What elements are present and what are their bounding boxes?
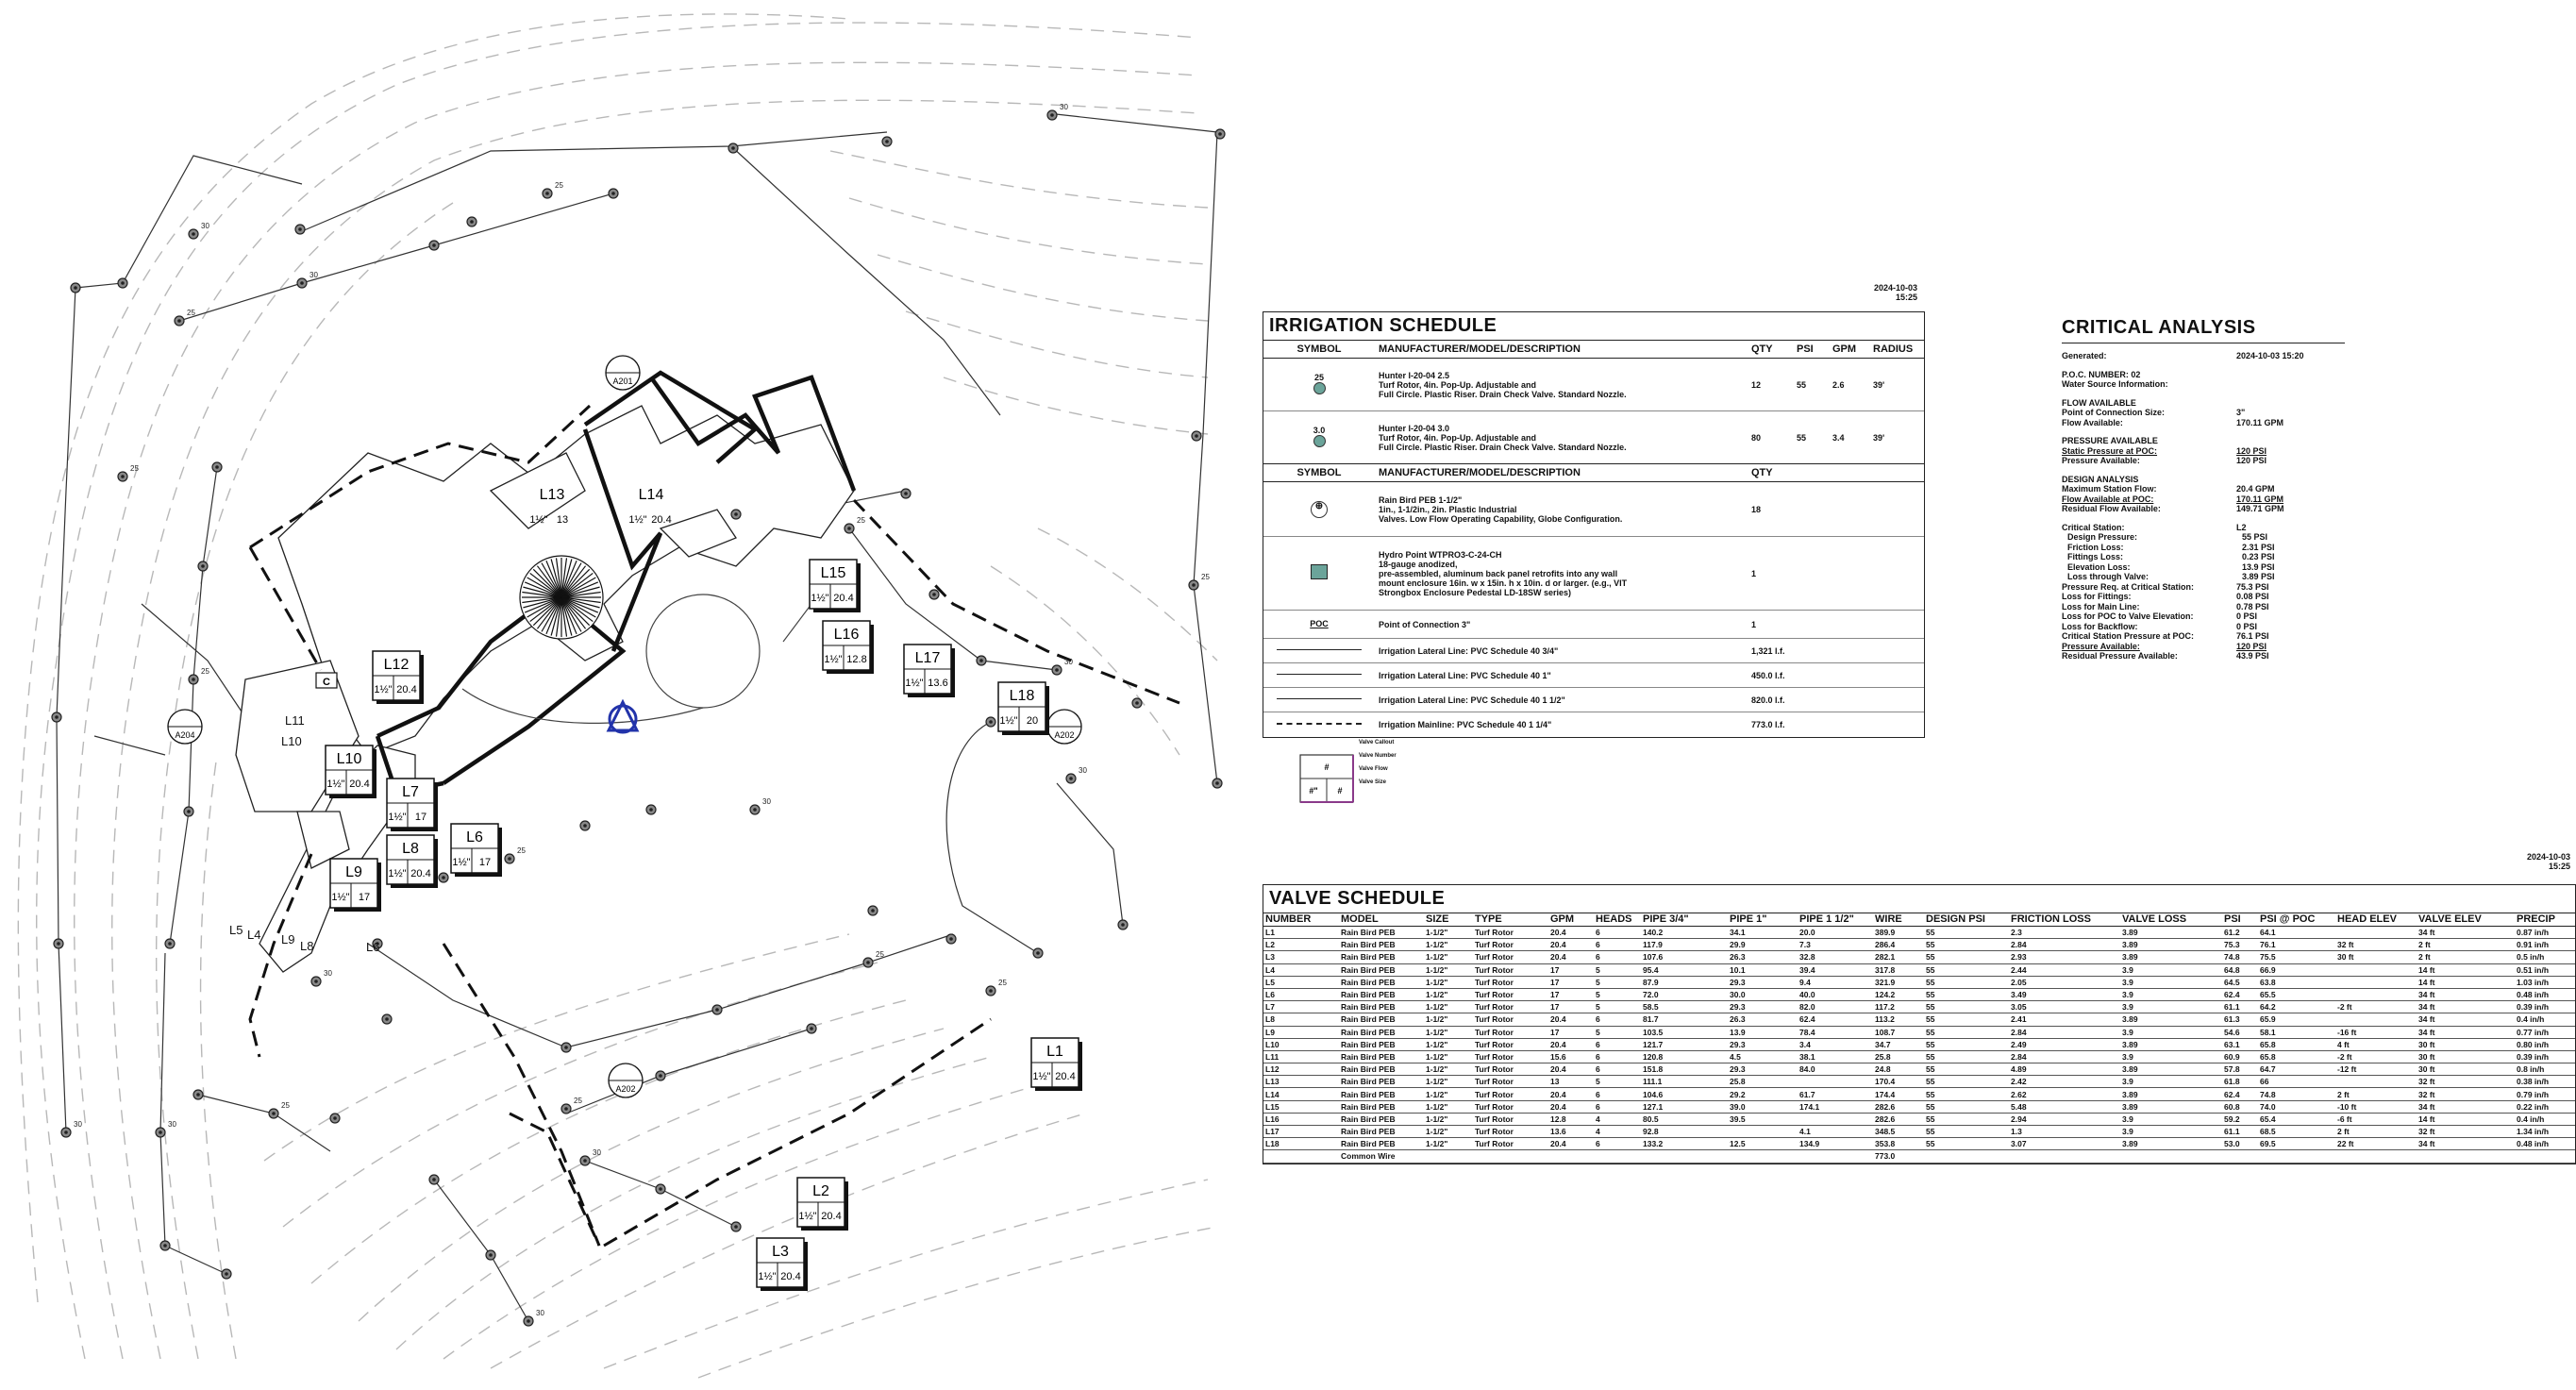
valve-flow: 20.4 [780, 1271, 801, 1282]
valve-number: L12 [383, 657, 410, 673]
head-label: 25 [281, 1101, 290, 1110]
valve-row: L5 Rain Bird PEB 1-1/2" Turf Rotor 17 5 87.9 29.3 9.4 321.9 55 2.05 3.9 64.5 63.8 14 ft 1.03 in/h [1263, 976, 2575, 988]
sprinkler-head-icon [189, 675, 198, 684]
legend-label: Valve Size [1359, 779, 1387, 785]
analysis-row: Loss through Valve: 3.89 PSI [2067, 572, 2275, 581]
sprinkler-head-icon [222, 1269, 231, 1279]
valve-number: L15 [820, 565, 846, 581]
callout-label: A202 [615, 1084, 636, 1094]
sprinkler-head-icon [561, 1043, 571, 1052]
valve-size: 1½" [374, 684, 393, 695]
valve-label: L5 [229, 923, 243, 937]
item-description: Irrigation Lateral Line: PVC Schedule 40 1 1/2" [1375, 688, 1748, 712]
head-label: 30 [1064, 658, 1073, 666]
irrigation-item-row [1263, 712, 1924, 737]
analysis-row: Elevation Loss: 13.9 PSI [2067, 561, 2275, 572]
analysis-row: Friction Loss: 2.31 PSI [2067, 542, 2275, 552]
valve-col-header: MODEL [1339, 913, 1424, 927]
head-label: 25 [1201, 573, 1210, 581]
valve-tag-l15 [810, 560, 861, 612]
head-label: 25 [998, 979, 1007, 987]
section-callout [1047, 710, 1081, 744]
valve-schedule [1263, 884, 2576, 1164]
valve-tag-l1 [1031, 1038, 1082, 1091]
analysis-row: Pressure Available: 120 PSI [2062, 641, 2267, 651]
sprinkler-head-icon [731, 1222, 741, 1231]
critical-analysis-title: CRITICAL ANALYSIS [2062, 317, 2345, 343]
valve-size: 1½" [999, 715, 1018, 727]
critical-analysis [2062, 317, 2345, 662]
analysis-row: Critical Station Pressure at POC: 76.1 PSI [2062, 631, 2269, 641]
analysis-row: Loss for POC to Valve Elevation: 0 PSI [2062, 611, 2258, 621]
sprinkler-head-icon [54, 939, 63, 948]
item-qty: 1,321 l.f. [1748, 639, 1793, 663]
valve-label: L11 [285, 713, 305, 728]
item-description: Irrigation Mainline: PVC Schedule 40 1 1/4" [1375, 712, 1748, 737]
lateral-line-icon [1277, 674, 1362, 675]
sprinkler-head-icon [198, 561, 208, 571]
valve-col-header: PIPE 1" [1728, 913, 1798, 927]
col-description: MANUFACTURER/MODEL/DESCRIPTION [1375, 341, 1748, 359]
valve-row: L17 Rain Bird PEB 1-1/2" Turf Rotor 13.6 4 92.8 4.1 348.5 55 1.3 3.9 61.1 68.5 2 ft 32 ft 1.34 in/h [1263, 1126, 2575, 1138]
analysis-row: Residual Pressure Available: 43.9 PSI [2062, 651, 2269, 661]
valve-size: 1½" [824, 654, 843, 665]
sprinkler-head-icon [175, 316, 184, 326]
head-label: 25 [857, 516, 865, 525]
valve-row: L10 Rain Bird PEB 1-1/2" Turf Rotor 20.4 6 121.7 29.3 3.4 34.7 55 2.49 3.89 63.1 65.8 4 ft 30 ft 0.80 in/h [1263, 1038, 2575, 1050]
sprinkler-head-icon [901, 489, 911, 498]
valve-number: L1 [1046, 1044, 1063, 1060]
valve-col-header: VALVE LOSS [2120, 913, 2222, 927]
legend-flow: # [1337, 786, 1343, 795]
stamp-date: 2024-10-03 [1873, 283, 1917, 293]
head-label: 30 [1060, 103, 1068, 111]
irrigation-item-row [1263, 663, 1924, 688]
head-label: 25 [201, 667, 209, 676]
irrigation-item-row [1263, 537, 1924, 611]
head-label: 30 [762, 797, 771, 806]
valve-row: L11 Rain Bird PEB 1-1/2" Turf Rotor 15.6 6 120.8 4.5 38.1 25.8 55 2.84 3.9 60.9 65.8 -2 ft 30 ft 0.39 in/h [1263, 1050, 2575, 1063]
sprinkler-head-icon [1047, 110, 1057, 120]
valve-col-header: PIPE 3/4" [1641, 913, 1728, 927]
item-description: Rain Bird PEB 1-1/2" 1in., 1-1/2in., 2in. Plastic Industrial Valves. Low Flow Operating Capability, Globe Configuration. [1375, 482, 1748, 537]
valve-col-header: PIPE 1 1/2" [1798, 913, 1873, 927]
head-label: 30 [201, 222, 209, 230]
sprinkler-head-icon [71, 283, 80, 293]
valve-row: L6 Rain Bird PEB 1-1/2" Turf Rotor 17 5 72.0 30.0 40.0 124.2 55 3.49 3.9 62.4 65.5 34 ft 0.48 in/h [1263, 988, 2575, 1000]
irrigation-item-row [1263, 639, 1924, 663]
valve-schedule-title: VALVE SCHEDULE [1263, 885, 2575, 913]
valve-size: 1½" [529, 514, 548, 526]
sprinkler-head-icon [580, 1156, 590, 1165]
analysis-row: Water Source Information: [2062, 379, 2168, 389]
analysis-row: Flow Available at POC: 170.11 GPM [2062, 494, 2284, 504]
controller-icon [1311, 564, 1328, 579]
valve-row: L12 Rain Bird PEB 1-1/2" Turf Rotor 20.4 6 151.8 29.3 84.0 24.8 55 4.89 3.89 57.8 64.7 -12 ft 30 ft 0.8 in/h [1263, 1063, 2575, 1076]
irrigation-schedule-title: IRRIGATION SCHEDULE [1263, 312, 1924, 341]
valve-row: L15 Rain Bird PEB 1-1/2" Turf Rotor 20.4 6 127.1 39.0 174.1 282.6 55 5.48 3.89 60.8 74.0 -10 ft 34 ft 0.22 in/h [1263, 1100, 2575, 1113]
sprinkler-head-icon [330, 1114, 340, 1123]
valve-col-header: PRECIP [2515, 913, 2575, 927]
stamp-time: 15:25 [2548, 862, 2570, 871]
sprinkler-head-icon [189, 229, 198, 239]
section-callout [168, 710, 202, 744]
valve-tag-l17 [904, 645, 955, 697]
valve-col-header: HEADS [1594, 913, 1641, 927]
sprinkler-head-icon [1189, 580, 1198, 590]
irrigation-site-plan [0, 0, 1236, 1390]
valve-flow: 17 [358, 892, 371, 903]
analysis-row: Loss for Main Line: 0.78 PSI [2062, 601, 2269, 611]
head-description: Hunter I-20-04 3.0 Turf Rotor, 4in. Pop-Up. Adjustable and Full Circle. Plastic Riser. Drain Check Valve. Standard Nozzle. [1375, 411, 1748, 464]
valve-flow: 20.4 [396, 684, 417, 695]
valve-label: L8 [300, 939, 314, 953]
valve-flow: 17 [478, 857, 492, 868]
valve-size: 1½" [388, 868, 407, 879]
sprinkler-head-icon [311, 977, 321, 986]
head-label: 30 [74, 1120, 82, 1129]
sprinkler-head-icon [295, 225, 305, 234]
valve-flow: 12.8 [846, 654, 867, 665]
valve-size: 1½" [452, 857, 471, 868]
sprinkler-head-icon [882, 137, 892, 146]
sprinkler-head-icon [646, 805, 656, 814]
mainline-icon [1277, 723, 1362, 725]
valve-row: L2 Rain Bird PEB 1-1/2" Turf Rotor 20.4 6 117.9 29.9 7.3 286.4 55 2.84 3.89 75.3 76.1 32 ft 2 ft 0.91 in/h [1263, 939, 2575, 951]
valve-number: L13 [539, 487, 565, 503]
valve-label: L10 [281, 734, 302, 748]
sprinkler-head-icon [845, 524, 854, 533]
sprinkler-head-icon [1213, 779, 1222, 788]
analysis-row: Fittings Loss: 0.23 PSI [2067, 552, 2275, 561]
valve-flow: 20.4 [349, 779, 370, 790]
poc-icon: POC [1310, 619, 1329, 628]
sprinkler-head-icon [269, 1109, 278, 1118]
irrigation-item-row [1263, 611, 1924, 639]
sprinkler-head-icon [1192, 431, 1201, 441]
col-psi: PSI [1793, 341, 1829, 359]
sprinkler-head-icon [1052, 665, 1062, 675]
valve-size: 1½" [326, 779, 345, 790]
item-qty: 450.0 l.f. [1748, 663, 1793, 688]
head-label: 25 [555, 181, 563, 190]
head-label: 25 [574, 1097, 582, 1105]
sprinkler-head-icon [543, 189, 552, 198]
callout-label: A204 [175, 730, 195, 740]
sprinkler-head-icon [712, 1005, 722, 1014]
valve-number: L14 [638, 487, 664, 503]
valve-flow: 13.6 [928, 678, 948, 689]
col-symbol: SYMBOL [1263, 341, 1375, 359]
tree-symbol [520, 556, 603, 639]
lateral-line-icon [1277, 649, 1362, 650]
sprinkler-head-icon [1033, 948, 1043, 958]
item-qty: 1 [1748, 537, 1793, 611]
valve-schedule-table [1263, 913, 2575, 1164]
col-qty: QTY [1748, 341, 1793, 359]
sprinkler-head-icon [156, 1128, 165, 1137]
valve-row: L9 Rain Bird PEB 1-1/2" Turf Rotor 17 5 103.5 13.9 78.4 108.7 55 2.84 3.9 54.6 58.1 -16 ft 34 ft 0.77 in/h [1263, 1026, 2575, 1038]
analysis-row: Point of Connection Size: 3" [2062, 408, 2246, 417]
legend-label: Valve Flow [1359, 766, 1388, 772]
col-qty-2: QTY [1748, 464, 1793, 482]
valve-number: L3 [772, 1244, 789, 1260]
valve-col-header: GPM [1548, 913, 1594, 927]
irrigation-schedule-table [1263, 341, 1924, 737]
sprinkler-head-icon [1118, 920, 1128, 929]
valve-row: L3 Rain Bird PEB 1-1/2" Turf Rotor 20.4 6 107.6 26.3 32.8 282.1 55 2.93 3.89 74.8 75.5 30 ft 2 ft 0.5 in/h [1263, 951, 2575, 963]
analysis-heading: FLOW AVAILABLE [2062, 397, 2136, 408]
valve-label: L4 [247, 928, 261, 942]
valve-flow: 20.4 [821, 1211, 842, 1222]
sprinkler-head-icon [946, 934, 956, 944]
analysis-row: Generated: 2024-10-03 15:20 [2062, 351, 2304, 360]
valve-icon: ⊕ [1311, 501, 1328, 518]
col-description-2: MANUFACTURER/MODEL/DESCRIPTION [1375, 464, 1748, 482]
sprinkler-head-icon [439, 873, 448, 882]
irrigation-head-row: 25 Hunter I-20-04 2.5 Turf Rotor, 4in. Pop-Up. Adjustable and Full Circle. Plastic Riser. Drain Check Valve. Standard Nozzle. 12 55 2.6 39' [1263, 359, 1924, 411]
sprinkler-head-icon [524, 1316, 533, 1326]
valve-row: L4 Rain Bird PEB 1-1/2" Turf Rotor 17 5 95.4 10.1 39.4 317.8 55 2.44 3.9 64.8 66.9 14 ft 0.51 in/h [1263, 963, 2575, 976]
item-description: Irrigation Lateral Line: PVC Schedule 40 3/4" [1375, 639, 1748, 663]
valve-flow: 20.4 [410, 868, 431, 879]
date-stamp-valve [2472, 852, 2570, 871]
head-label: 30 [309, 271, 318, 279]
rotor-head-icon [1313, 435, 1326, 447]
valve-tag-l18 [998, 682, 1049, 735]
legend-size: #" [1309, 786, 1318, 795]
callout-label: A201 [612, 377, 633, 386]
head-label: 30 [593, 1148, 601, 1157]
analysis-row: Design Pressure: 55 PSI [2067, 532, 2268, 542]
sprinkler-head-icon [986, 986, 995, 996]
valve-tag-l3 [757, 1238, 808, 1291]
analysis-row: Loss for Fittings: 0.08 PSI [2062, 592, 2269, 601]
sprinkler-head-icon [986, 717, 995, 727]
sprinkler-head-icon [863, 958, 873, 967]
valve-tag-l7 [387, 779, 438, 831]
valve-col-header: WIRE [1873, 913, 1924, 927]
valve-row: L14 Rain Bird PEB 1-1/2" Turf Rotor 20.4 6 104.6 29.2 61.7 174.4 55 2.62 3.89 62.4 74.8 2 ft 32 ft 0.79 in/h [1263, 1088, 2575, 1100]
sprinkler-head-icon [977, 656, 986, 665]
valve-row: L16 Rain Bird PEB 1-1/2" Turf Rotor 12.8 4 80.5 39.5 282.6 55 2.94 3.9 59.2 65.4 -6 ft 14 ft 0.4 in/h [1263, 1113, 2575, 1125]
item-description: Point of Connection 3" [1375, 611, 1748, 639]
sprinkler-head-icon [184, 807, 193, 816]
head-description: Hunter I-20-04 2.5 Turf Rotor, 4in. Pop-Up. Adjustable and Full Circle. Plastic Riser. Drain Check Valve. Standard Nozzle. [1375, 359, 1748, 411]
callout-label: A202 [1054, 730, 1075, 740]
valve-tag-l2 [797, 1178, 848, 1231]
analysis-row: Static Pressure at POC: 120 PSI [2062, 445, 2267, 456]
valve-size: 1½" [798, 1211, 817, 1222]
sprinkler-head-icon [429, 241, 439, 250]
valve-col-header: VALVE ELEV [2417, 913, 2515, 927]
analysis-row: Pressure Available: 120 PSI [2062, 456, 2267, 465]
valve-number: L7 [402, 784, 419, 800]
valve-flow: 13 [556, 514, 569, 526]
valve-size: 1½" [811, 593, 829, 604]
valve-col-header: PSI @ POC [2258, 913, 2335, 927]
irrigation-schedule [1263, 311, 1925, 738]
valve-number: L18 [1009, 688, 1035, 704]
valve-col-header: HEAD ELEV [2335, 913, 2417, 927]
sprinkler-head-icon [1132, 698, 1142, 708]
valve-number: L8 [402, 841, 419, 857]
sprinkler-head-icon [165, 939, 175, 948]
valve-size: 1½" [758, 1271, 777, 1282]
col-radius: RADIUS [1869, 341, 1924, 359]
valve-col-header: TYPE [1473, 913, 1548, 927]
irrigation-item-row [1263, 482, 1924, 537]
valve-number: L6 [466, 829, 483, 846]
valve-size: 1½" [628, 514, 647, 526]
valve-row: L7 Rain Bird PEB 1-1/2" Turf Rotor 17 5 58.5 29.3 82.0 117.2 55 3.05 3.9 61.1 64.2 -2 ft 34 ft 0.39 in/h [1263, 1001, 2575, 1013]
legend-label: Valve Callout [1359, 740, 1395, 745]
item-qty: 18 [1748, 482, 1793, 537]
analysis-row: Pressure Req. at Critical Station: 75.3 PSI [2062, 581, 2269, 592]
poc-label: C [323, 677, 330, 688]
sprinkler-head-icon [750, 805, 760, 814]
item-description: Irrigation Lateral Line: PVC Schedule 40 1" [1375, 663, 1748, 688]
controller-icon [609, 702, 637, 732]
valve-flow: 20.4 [1055, 1071, 1076, 1082]
valve-col-header: DESIGN PSI [1924, 913, 2009, 927]
head-label: 30 [536, 1309, 544, 1317]
item-qty: 820.0 l.f. [1748, 688, 1793, 712]
analysis-row: Flow Available: 170.11 GPM [2062, 417, 2284, 427]
section-callout [609, 1063, 643, 1097]
sprinkler-head-icon [561, 1104, 571, 1114]
sprinkler-head-icon [580, 821, 590, 830]
head-label: 30 [168, 1120, 176, 1129]
valve-size: 1½" [905, 678, 924, 689]
sprinkler-head-icon [868, 906, 878, 915]
valve-callout-legend [1298, 740, 1397, 806]
analysis-heading: DESIGN ANALYSIS [2062, 474, 2139, 484]
sprinkler-head-icon [382, 1014, 392, 1024]
analysis-row: Critical Station: L2 [2062, 522, 2247, 532]
sprinkler-head-icon [467, 217, 477, 226]
sprinkler-head-icon [807, 1024, 816, 1033]
valve-col-header: PSI [2222, 913, 2258, 927]
valve-flow: 20.4 [833, 593, 854, 604]
item-qty: 1 [1748, 611, 1793, 639]
valve-number: L9 [345, 864, 362, 880]
valve-tag-l10 [326, 745, 376, 798]
head-symbol: 3.0 [1263, 411, 1375, 464]
valve-number: L10 [336, 751, 362, 767]
valve-row: L18 Rain Bird PEB 1-1/2" Turf Rotor 20.4 6 133.2 12.5 134.9 353.8 55 3.07 3.89 53.0 69.5 22 ft 34 ft 0.48 in/h [1263, 1138, 2575, 1150]
stamp-time: 15:25 [1895, 293, 1917, 302]
head-label: 25 [876, 950, 884, 959]
head-label: 25 [517, 846, 526, 855]
sprinkler-head-icon [1066, 774, 1076, 783]
sprinkler-head-icon [486, 1250, 495, 1260]
sprinkler-head-icon [160, 1241, 170, 1250]
rotor-head-icon [1313, 382, 1326, 394]
sprinkler-head-icon [1215, 129, 1225, 139]
sprinkler-head-icon [297, 278, 307, 288]
valve-size: 1½" [1032, 1071, 1051, 1082]
valve-label: L9 [281, 932, 295, 946]
analysis-row: Loss for Backflow: 0 PSI [2062, 621, 2258, 631]
valve-number: L16 [833, 627, 860, 643]
sprinkler-head-icon [728, 143, 738, 153]
valve-col-header: SIZE [1424, 913, 1473, 927]
item-description: Hydro Point WTPRO3-C-24-CH 18-gauge anodized, pre-assembled, aluminum back panel retrofits into any wall mount enclosure 16in. w x 15in. h x 10in. d or larger. (e.g., VIT Strongbox Enclosure Pedestal LD-18SW series) [1375, 537, 1748, 611]
irrigation-head-row: 3.0 Hunter I-20-04 3.0 Turf Rotor, 4in. Pop-Up. Adjustable and Full Circle. Plastic Riser. Drain Check Valve. Standard Nozzle. 80 55 3.4 39' [1263, 411, 1924, 464]
legend-label: Valve Number [1359, 753, 1397, 759]
irrigation-item-row [1263, 688, 1924, 712]
section-callout [606, 356, 640, 390]
col-gpm: GPM [1829, 341, 1869, 359]
valve-tag-l16 [823, 621, 874, 674]
analysis-heading: PRESSURE AVAILABLE [2062, 436, 2158, 445]
valve-flow: 20 [1026, 715, 1039, 727]
valve-tag-l6 [451, 824, 502, 877]
sprinkler-head-icon [656, 1184, 665, 1194]
valve-number: L17 [914, 650, 941, 666]
lateral-line-icon [1277, 698, 1362, 699]
valve-col-header: NUMBER [1263, 913, 1339, 927]
valve-tag-l9 [330, 859, 381, 912]
sprinkler-head-icon [52, 712, 61, 722]
item-qty: 773.0 l.f. [1748, 712, 1793, 737]
head-label: 30 [324, 969, 332, 978]
valve-col-header: FRICTION LOSS [2009, 913, 2120, 927]
sprinkler-head-icon [118, 472, 127, 481]
head-label: 25 [130, 464, 139, 473]
head-label: 30 [1079, 766, 1087, 775]
valve-flow: 17 [414, 812, 427, 823]
valve-row: L8 Rain Bird PEB 1-1/2" Turf Rotor 20.4 6 81.7 26.3 62.4 113.2 55 2.41 3.89 61.3 65.9 34 ft 0.4 in/h [1263, 1013, 2575, 1026]
sprinkler-head-icon [118, 278, 127, 288]
sprinkler-head-icon [61, 1128, 71, 1137]
valve-size: 1½" [388, 812, 407, 823]
poc-marker [316, 673, 337, 688]
sprinkler-head-icon [731, 510, 741, 519]
legend-num: # [1324, 762, 1330, 772]
sprinkler-head-icon [609, 189, 618, 198]
sprinkler-head-icon [193, 1090, 203, 1099]
valve-size: 1½" [331, 892, 350, 903]
valve-row: L13 Rain Bird PEB 1-1/2" Turf Rotor 13 5 111.1 25.8 170.4 55 2.42 3.9 61.8 66 32 ft 0.38 in/h [1263, 1076, 2575, 1088]
col-symbol-2: SYMBOL [1263, 464, 1375, 482]
stamp-date: 2024-10-03 [2526, 852, 2570, 862]
head-label: 25 [187, 309, 195, 317]
valve-flow: 20.4 [651, 514, 672, 526]
valve-row: L1 Rain Bird PEB 1-1/2" Turf Rotor 20.4 6 140.2 34.1 20.0 389.9 55 2.3 3.89 61.2 64.1 34 ft 0.87 in/h [1263, 927, 2575, 939]
sprinkler-head-icon [656, 1071, 665, 1080]
valve-tag-l8 [387, 835, 438, 888]
analysis-row: P.O.C. NUMBER: 02 [2062, 369, 2141, 379]
valve-row: Common Wire 773.0 [1263, 1150, 2575, 1163]
sprinkler-head-icon [505, 854, 514, 863]
sprinkler-head-icon [929, 590, 939, 599]
head-symbol: 25 [1263, 359, 1375, 411]
sprinkler-head-icon [429, 1175, 439, 1184]
sprinkler-head-icon [212, 462, 222, 472]
date-stamp-top [1821, 283, 1917, 302]
analysis-row: Residual Flow Available: 149.71 GPM [2062, 504, 2284, 513]
valve-tag-l12 [373, 651, 424, 704]
analysis-row: Maximum Station Flow: 20.4 GPM [2062, 484, 2275, 494]
valve-label: L6 [366, 940, 380, 954]
valve-number: L2 [812, 1183, 829, 1199]
